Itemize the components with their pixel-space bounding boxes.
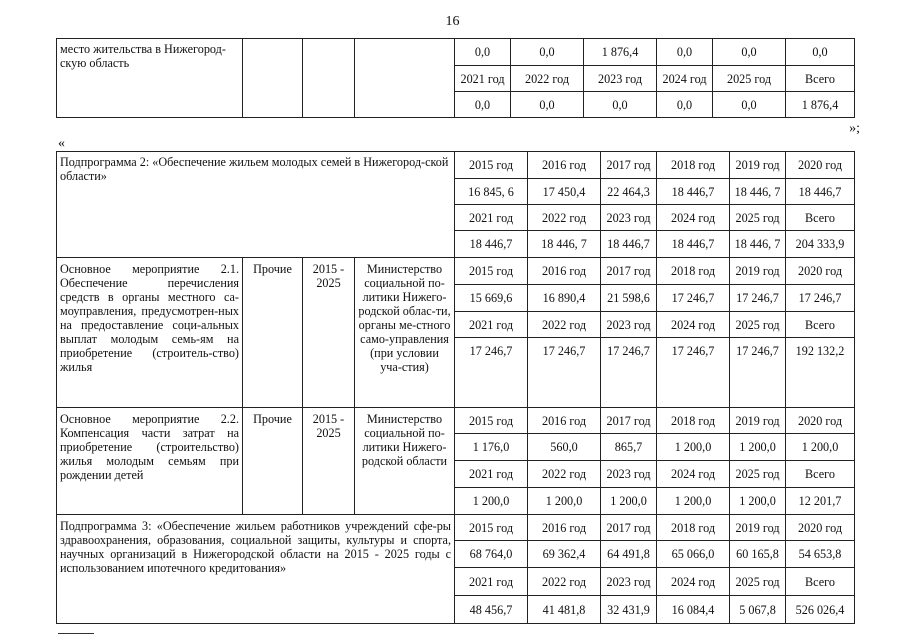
- value-cell: 54 653,8: [786, 541, 855, 568]
- value-cell: 41 481,8: [528, 596, 601, 624]
- top-value: 0,0: [511, 92, 584, 118]
- top-description: место жительства в Нижегород-скую область: [57, 39, 243, 118]
- value-cell: 18 446,7: [601, 231, 657, 258]
- year-cell: 2021 год: [455, 312, 528, 338]
- year-cell: 2017 год: [601, 152, 657, 179]
- opening-quote: «: [58, 136, 65, 151]
- value-cell: 192 132,2: [786, 338, 855, 364]
- year-cell: 2018 год: [657, 515, 730, 541]
- value-cell: 17 246,7: [455, 338, 528, 364]
- value-cell: 32 431,9: [601, 596, 657, 624]
- top-value: 1 876,4: [786, 92, 855, 118]
- value-cell: 18 446,7: [786, 179, 855, 205]
- top-value: 0,0: [713, 39, 786, 66]
- top-empty-cell: [243, 39, 303, 118]
- year-cell: 2018 год: [657, 258, 730, 285]
- value-cell: 17 246,7: [528, 338, 601, 364]
- value-cell: 18 446,7: [657, 179, 730, 205]
- value-cell: 60 165,8: [730, 541, 786, 568]
- value-cell: 204 333,9: [786, 231, 855, 258]
- year-cell: 2022 год: [528, 205, 601, 231]
- value-cell: 560,0: [528, 434, 601, 461]
- year-cell: 2015 год: [455, 258, 528, 285]
- year-cell: 2016 год: [528, 258, 601, 285]
- measure-2-2-period: 2015 - 2025: [303, 408, 355, 515]
- year-cell: 2024 год: [657, 205, 730, 231]
- value-cell: 17 246,7: [657, 338, 730, 364]
- empty-cell: [528, 364, 601, 408]
- year-cell: Всего: [786, 461, 855, 488]
- value-cell: 16 845, 6: [455, 179, 528, 205]
- top-empty-cell: [303, 39, 355, 118]
- year-cell: 2021 год: [455, 568, 528, 596]
- value-cell: 1 176,0: [455, 434, 528, 461]
- value-cell: 17 246,7: [657, 285, 730, 312]
- value-cell: 1 200,0: [730, 488, 786, 515]
- value-cell: 48 456,7: [455, 596, 528, 624]
- year-cell: 2025 год: [730, 461, 786, 488]
- year-cell: 2025 год: [730, 568, 786, 596]
- value-cell: 64 491,8: [601, 541, 657, 568]
- value-cell: 1 200,0: [455, 488, 528, 515]
- empty-cell: [730, 364, 786, 408]
- empty-cell: [786, 364, 855, 408]
- year-cell: 2023 год: [601, 312, 657, 338]
- year-cell: 2024 год: [657, 461, 730, 488]
- value-cell: 1 200,0: [657, 488, 730, 515]
- value-cell: 17 450,4: [528, 179, 601, 205]
- year-cell: 2019 год: [730, 408, 786, 434]
- measure-2-1-category: Прочие: [243, 258, 303, 408]
- value-cell: 69 362,4: [528, 541, 601, 568]
- year-cell: 2015 год: [455, 408, 528, 434]
- value-cell: 1 200,0: [657, 434, 730, 461]
- top-year: 2023 год: [584, 66, 657, 92]
- subprogram-3-title: Подпрограмма 3: «Обеспечение жильем работников учреждений сфе-ры здравоохранения, образования, социальной защиты, культуры и спорта, научных организаций в Нижегородской области на 2015 - 2025 годы с использованием ипотечного кредитования»: [57, 515, 455, 624]
- closing-quote: »;: [849, 121, 860, 136]
- top-year: 2024 год: [657, 66, 713, 92]
- top-year: 2022 год: [511, 66, 584, 92]
- top-value: 0,0: [713, 92, 786, 118]
- page-number: 16: [445, 14, 460, 29]
- value-cell: 1 200,0: [601, 488, 657, 515]
- year-cell: 2019 год: [730, 258, 786, 285]
- year-cell: 2022 год: [528, 461, 601, 488]
- year-cell: 2019 год: [730, 152, 786, 179]
- value-cell: 22 464,3: [601, 179, 657, 205]
- measure-2-1-executor: Министерство социальной по-литики Нижего-родской облас-ти, органы ме-стного само-управления (при условии уча-стия): [355, 258, 455, 408]
- year-cell: 2023 год: [601, 461, 657, 488]
- value-cell: 15 669,6: [455, 285, 528, 312]
- measure-2-2-category: Прочие: [243, 408, 303, 515]
- year-cell: 2016 год: [528, 152, 601, 179]
- year-cell: 2018 год: [657, 408, 730, 434]
- subprogram-2-title: Подпрограмма 2: «Обеспечение жильем молодых семей в Нижегород-ской области»: [57, 152, 455, 258]
- value-cell: 17 246,7: [786, 285, 855, 312]
- year-cell: 2025 год: [730, 205, 786, 231]
- top-value: 0,0: [455, 92, 511, 118]
- value-cell: 18 446,7: [657, 231, 730, 258]
- top-year: 2025 год: [713, 66, 786, 92]
- year-cell: 2021 год: [455, 205, 528, 231]
- value-cell: 68 764,0: [455, 541, 528, 568]
- year-cell: 2016 год: [528, 515, 601, 541]
- year-cell: 2020 год: [786, 152, 855, 179]
- top-value: 1 876,4: [584, 39, 657, 66]
- top-value: 0,0: [584, 92, 657, 118]
- empty-cell: [657, 364, 730, 408]
- year-cell: 2024 год: [657, 312, 730, 338]
- value-cell: 16 084,4: [657, 596, 730, 624]
- main-table: [56, 151, 855, 624]
- value-cell: 5 067,8: [730, 596, 786, 624]
- value-cell: 18 446, 7: [730, 179, 786, 205]
- top-value: 0,0: [657, 39, 713, 66]
- top-year: Всего: [786, 66, 855, 92]
- year-cell: 2020 год: [786, 408, 855, 434]
- year-cell: 2019 год: [730, 515, 786, 541]
- year-cell: 2017 год: [601, 408, 657, 434]
- year-cell: 2021 год: [455, 461, 528, 488]
- year-cell: 2022 год: [528, 568, 601, 596]
- measure-2-1-title: Основное мероприятие 2.1. Обеспечение перечисления средств в органы местного са-моуправления, предусмотрен-ных на предоставление соци-альных выплат молодым семь-ям на приобретение (строитель-ство) жилья: [57, 258, 243, 408]
- value-cell: 16 890,4: [528, 285, 601, 312]
- year-cell: 2016 год: [528, 408, 601, 434]
- value-cell: 21 598,6: [601, 285, 657, 312]
- value-cell: 526 026,4: [786, 596, 855, 624]
- year-cell: 2017 год: [601, 515, 657, 541]
- empty-cell: [455, 364, 528, 408]
- value-cell: 17 246,7: [730, 285, 786, 312]
- top-value: 0,0: [455, 39, 511, 66]
- footnote-divider: [58, 633, 94, 634]
- value-cell: 65 066,0: [657, 541, 730, 568]
- top-value: 0,0: [786, 39, 855, 66]
- value-cell: 1 200,0: [786, 434, 855, 461]
- empty-cell: [601, 364, 657, 408]
- top-table: [56, 38, 855, 118]
- year-cell: 2025 год: [730, 312, 786, 338]
- year-cell: 2024 год: [657, 568, 730, 596]
- value-cell: 865,7: [601, 434, 657, 461]
- year-cell: 2015 год: [455, 152, 528, 179]
- year-cell: 2022 год: [528, 312, 601, 338]
- year-cell: Всего: [786, 312, 855, 338]
- value-cell: 18 446, 7: [528, 231, 601, 258]
- value-cell: 17 246,7: [730, 338, 786, 364]
- measure-2-1-period: 2015 - 2025: [303, 258, 355, 408]
- year-cell: 2017 год: [601, 258, 657, 285]
- year-cell: 2023 год: [601, 205, 657, 231]
- value-cell: 17 246,7: [601, 338, 657, 364]
- year-cell: 2020 год: [786, 515, 855, 541]
- top-empty-cell: [355, 39, 455, 118]
- year-cell: 2020 год: [786, 258, 855, 285]
- value-cell: 1 200,0: [730, 434, 786, 461]
- year-cell: 2023 год: [601, 568, 657, 596]
- top-value: 0,0: [657, 92, 713, 118]
- value-cell: 18 446,7: [455, 231, 528, 258]
- year-cell: 2018 год: [657, 152, 730, 179]
- measure-2-2-title: Основное мероприятие 2.2. Компенсация части затрат на приобретение (строительство) жилья молодым семьям при рождении детей: [57, 408, 243, 515]
- measure-2-2-executor: Министерство социальной по-литики Нижего-родской области: [355, 408, 455, 515]
- value-cell: 12 201,7: [786, 488, 855, 515]
- value-cell: 1 200,0: [528, 488, 601, 515]
- year-cell: Всего: [786, 568, 855, 596]
- value-cell: 18 446, 7: [730, 231, 786, 258]
- year-cell: 2015 год: [455, 515, 528, 541]
- year-cell: Всего: [786, 205, 855, 231]
- top-value: 0,0: [511, 39, 584, 66]
- top-year: 2021 год: [455, 66, 511, 92]
